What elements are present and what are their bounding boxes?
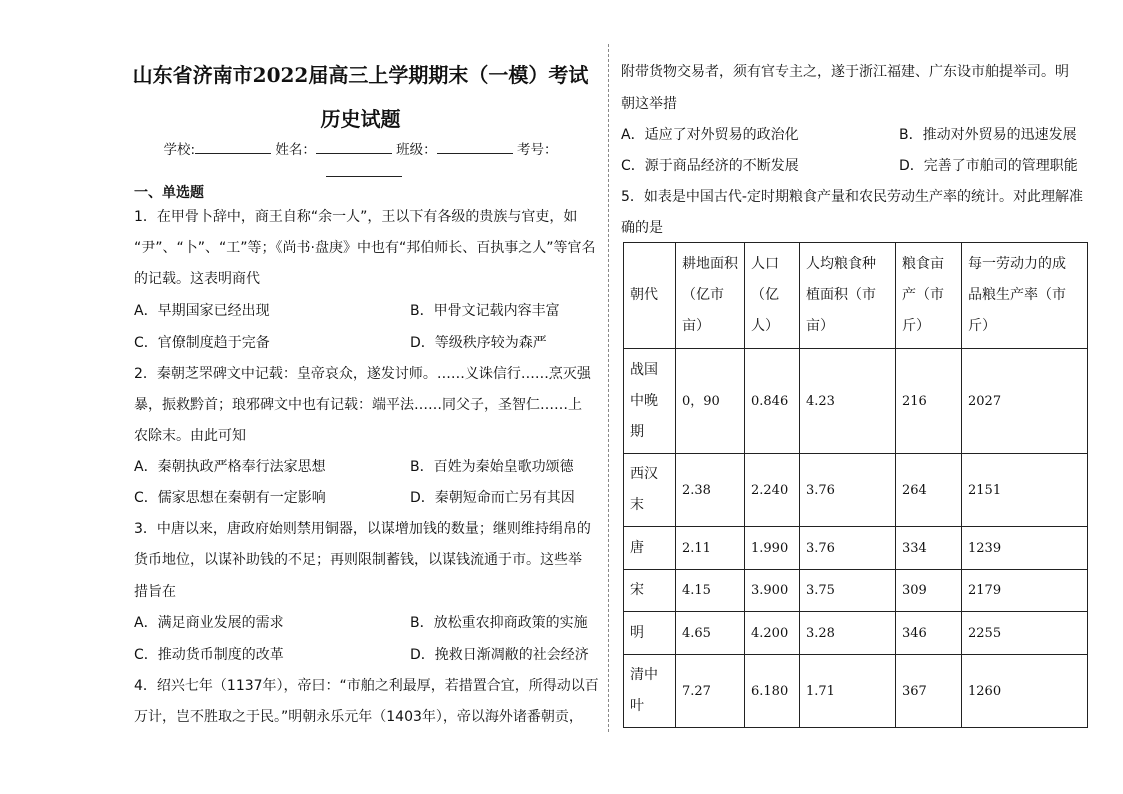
population-cell: 4.200	[745, 612, 800, 655]
per-capita-cell: 1.71	[800, 655, 896, 728]
table-row	[624, 527, 1088, 570]
name-label: 姓名：	[275, 142, 316, 158]
era-cell: 清中 叶	[624, 655, 676, 728]
yield-cell: 334	[896, 527, 962, 570]
grain-production-table	[623, 242, 1088, 728]
table-row	[624, 612, 1088, 655]
productivity-cell: 2027	[962, 349, 1088, 454]
question-1-option-d[interactable]: D．等级秩序较为森严	[410, 335, 547, 351]
table-header-row	[624, 243, 1088, 349]
productivity-cell: 1260	[962, 655, 1088, 728]
class-label: 班级：	[396, 142, 437, 158]
question-3-option-b[interactable]: B．放松重农抑商政策的实施	[410, 615, 588, 631]
table-row	[624, 454, 1088, 527]
era-cell: 唐	[624, 527, 676, 570]
header-yield-per-mu: 粮食亩 产（市 斤）	[896, 243, 962, 349]
yield-cell: 367	[896, 655, 962, 728]
table-row	[624, 570, 1088, 612]
exam-number-label: 考号：	[516, 142, 558, 158]
productivity-cell: 2179	[962, 570, 1088, 612]
question-4-line-1: 4．绍兴七年（1137年），帝曰：“市舶之利最厚，若措置合宜，所得动以百	[134, 678, 599, 694]
population-cell: 2.240	[745, 454, 800, 527]
yield-cell: 264	[896, 454, 962, 527]
question-1-option-b[interactable]: B．甲骨文记载内容丰富	[410, 303, 560, 319]
table-row	[624, 349, 1088, 454]
yield-cell: 309	[896, 570, 962, 612]
question-3-line-3: 措旨在	[134, 584, 176, 600]
productivity-cell: 1239	[962, 527, 1088, 570]
header-farmland-area: 耕地面积 （亿市 亩）	[676, 243, 745, 349]
question-2-option-a[interactable]: A．秦朝执政严格奉行法家思想	[134, 459, 326, 475]
population-cell: 0.846	[745, 349, 800, 454]
farmland-cell: 4.65	[676, 612, 745, 655]
question-4-line-4: 朝这举措	[621, 96, 677, 112]
per-capita-cell: 4.23	[800, 349, 896, 454]
question-1-option-a[interactable]: A．早期国家已经出现	[134, 303, 270, 319]
question-3-line-1: 3．中唐以来，唐政府始则禁用铜器，以谋增加钱的数量；继则维持绢帛的	[134, 521, 591, 537]
question-5-line-2: 确的是	[621, 220, 663, 236]
question-2-option-c[interactable]: C．儒家思想在秦朝有一定影响	[134, 490, 326, 506]
question-2-line-2: 暴，振救黔首；琅邪碑文中也有记载：端平法……同父子，圣智仁……上	[134, 397, 582, 413]
question-3-option-a[interactable]: A．满足商业发展的需求	[134, 615, 284, 631]
question-2-line-1: 2．秦朝芝罘碑文中记载：皇帝哀众，遂发讨师。……义诛信行……烹灭强	[134, 366, 591, 382]
question-4-line-3: 附带货物交易者，须有官专主之，遂于浙江福建、广东设市舶提举司。明	[621, 64, 1069, 80]
name-blank[interactable]	[316, 141, 392, 154]
question-4-option-c[interactable]: C．源于商品经济的不断发展	[621, 158, 799, 174]
question-2-option-b[interactable]: B．百姓为秦始皇歌功颂德	[410, 459, 574, 475]
exam-title: 山东省济南市2022届高三上学期期末（一模）考试	[132, 63, 589, 87]
header-era: 朝代	[624, 243, 676, 349]
question-3-line-2: 货币地位，以谋补助钱的不足；再则限制蓄钱，以谋钱流通于市。这些举	[134, 552, 582, 568]
question-1-option-c[interactable]: C．官僚制度趋于完备	[134, 335, 270, 351]
yield-cell: 216	[896, 349, 962, 454]
table-row	[624, 655, 1088, 728]
productivity-cell: 2255	[962, 612, 1088, 655]
farmland-cell: 4.15	[676, 570, 745, 612]
school-blank[interactable]	[195, 141, 271, 154]
header-per-capita-area: 人均粮食种 植面积（市 亩）	[800, 243, 896, 349]
question-5-line-1: 5．如表是中国古代-定时期粮食产量和农民劳动生产率的统计。对此理解准	[621, 189, 1083, 205]
per-capita-cell: 3.76	[800, 454, 896, 527]
header-population: 人口 （亿 人）	[745, 243, 800, 349]
exam-subtitle: 历史试题	[320, 107, 401, 131]
question-2-line-3: 农除末。由此可知	[134, 428, 246, 444]
population-cell: 6.180	[745, 655, 800, 728]
question-4-option-d[interactable]: D．完善了市舶司的管理职能	[899, 158, 1078, 174]
column-divider	[608, 44, 609, 732]
era-cell: 宋	[624, 570, 676, 612]
class-blank[interactable]	[437, 141, 513, 154]
question-4-option-b[interactable]: B．推动对外贸易的迅速发展	[899, 127, 1077, 143]
question-2-option-d[interactable]: D．秦朝短命而亡另有其因	[410, 490, 575, 506]
yield-cell: 346	[896, 612, 962, 655]
question-1-line-3: 的记载。这表明商代	[134, 271, 260, 287]
student-info	[128, 141, 593, 159]
question-3-option-c[interactable]: C．推动货币制度的改革	[134, 647, 284, 663]
header-labor-productivity: 每一劳动力的成 品粮生产率（市 斤）	[962, 243, 1088, 349]
era-cell: 战国 中晚 期	[624, 349, 676, 454]
exam-number-blank[interactable]	[326, 164, 402, 177]
era-cell: 明	[624, 612, 676, 655]
school-label: 学校:	[163, 142, 196, 158]
question-4-line-2: 万计，岂不胜取之于民。”明朝永乐元年（1403年），帝以海外诸番朝贡，	[134, 709, 583, 725]
population-cell: 3.900	[745, 570, 800, 612]
per-capita-cell: 3.75	[800, 570, 896, 612]
per-capita-cell: 3.76	[800, 527, 896, 570]
productivity-cell: 2151	[962, 454, 1088, 527]
farmland-cell: 2.11	[676, 527, 745, 570]
question-1-line-1: 1．在甲骨卜辞中，商王自称“余一人”，王以下有各级的贵族与官吏，如	[134, 209, 578, 225]
era-cell: 西汉 末	[624, 454, 676, 527]
per-capita-cell: 3.28	[800, 612, 896, 655]
question-4-option-a[interactable]: A．适应了对外贸易的政治化	[621, 127, 799, 143]
population-cell: 1.990	[745, 527, 800, 570]
question-1-line-2: “尹”、“卜”、“工”等；《尚书·盘庚》中也有“邦伯师长、百执事之人”等官名	[134, 240, 596, 256]
farmland-cell: 2.38	[676, 454, 745, 527]
question-3-option-d[interactable]: D．挽救日渐凋敝的社会经济	[410, 647, 589, 663]
farmland-cell: 7.27	[676, 655, 745, 728]
section-heading: 一、单选题	[134, 185, 204, 201]
farmland-cell: 0，90	[676, 349, 745, 454]
